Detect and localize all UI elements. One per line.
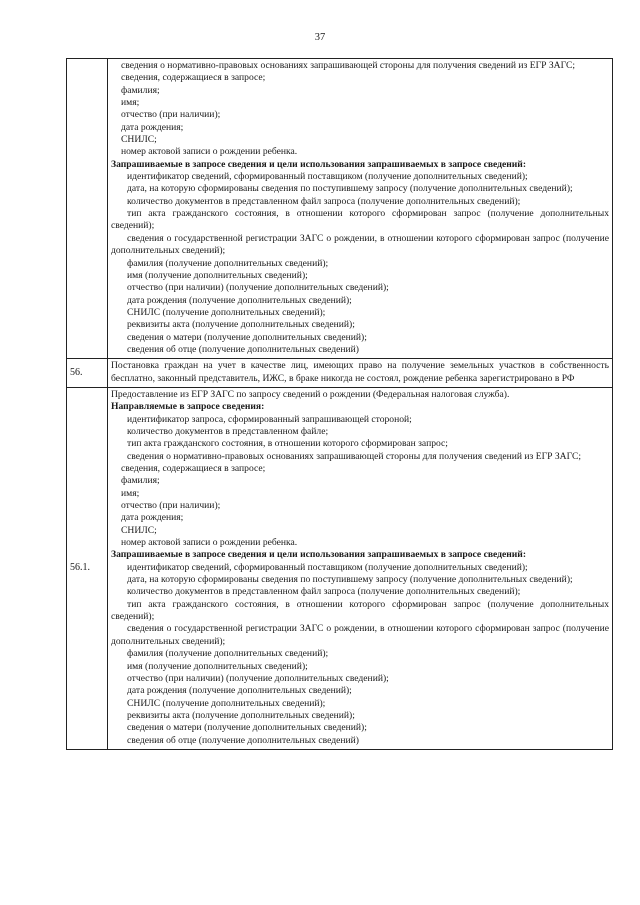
list-item: идентификатор сведений, сформированный поставщиком (получение дополнительных сведений);	[127, 561, 528, 573]
list-item: сведения о матери (получение дополнительных сведений);	[127, 722, 367, 734]
list-item: тип акта гражданского состояния, в отношении которого сформирован запрос (получение дополнительных сведений);	[111, 208, 609, 232]
list-item: Предоставление из ЕГР ЗАГС по запросу сведений о рождении (Федеральная налоговая служба).	[111, 388, 510, 400]
section-heading: Запрашиваемые в запросе сведения и цели использования запрашиваемых в запросе сведений:	[111, 158, 527, 170]
list-item: имя;	[121, 97, 140, 109]
table-row	[67, 387, 613, 749]
section-heading: Направляемые в запросе сведения:	[111, 401, 265, 413]
list-item: сведения о матери (получение дополнительных сведений);	[127, 331, 367, 343]
row-content	[108, 59, 613, 359]
list-item: отчество (при наличии) (получение дополнительных сведений);	[127, 282, 389, 294]
list-item: сведения, содержащиеся в запросе;	[121, 463, 266, 474]
list-item: отчество (при наличии);	[121, 500, 221, 512]
list-item: сведения об отце (получение дополнительных сведений)	[127, 734, 359, 746]
list-item: сведения о государственной регистрации ЗАГС о рождении, в отношении которого сформирован запрос (получение дополнительных сведений);	[111, 623, 609, 647]
row-number	[67, 59, 108, 359]
list-item: СНИЛС;	[121, 134, 157, 146]
row-content	[108, 359, 613, 388]
list-item: количество документов в представленном файл запроса (получение дополнительных сведений);	[127, 586, 521, 598]
list-item: сведения о нормативно-правовых основаниях запрашивающей стороны для получения сведений из ЕГР ЗАГС;	[127, 450, 582, 462]
table-row	[67, 59, 613, 359]
list-item: СНИЛС (получение дополнительных сведений);	[127, 697, 326, 709]
list-item: реквизиты акта (получение дополнительных сведений);	[127, 709, 355, 721]
list-item: дата рождения (получение дополнительных сведений);	[127, 294, 352, 306]
list-item: идентификатор запроса, сформированный запрашивающей стороной;	[127, 413, 412, 425]
list-item: идентификатор сведений, сформированный поставщиком (получение дополнительных сведений);	[127, 171, 528, 183]
list-item: фамилия (получение дополнительных сведений);	[127, 257, 329, 269]
row-number: 56.1.	[67, 387, 108, 749]
list-item: фамилия;	[121, 475, 160, 487]
list-item: СНИЛС;	[121, 524, 157, 536]
list-item: Постановка граждан на учет в качестве лиц, имеющих право на получение земельных участков в собственность бесплатно, законный представитель, ИЖС, в браке никогда не состоял, рождение ребенка зарегистрировано в РФ	[111, 360, 609, 384]
section-heading: Запрашиваемые в запросе сведения и цели использования запрашиваемых в запросе сведений:	[111, 549, 527, 561]
list-item: тип акта гражданского состояния, в отношении которого сформирован запрос;	[127, 438, 448, 450]
requirements-table	[66, 58, 613, 750]
table-row	[67, 359, 613, 388]
list-item: сведения о нормативно-правовых основаниях запрашивающей стороны для получения сведений из ЕГР ЗАГС;	[121, 60, 576, 71]
row-number: 56.	[67, 359, 108, 388]
page-number: 37	[314, 32, 326, 43]
list-item: имя (получение дополнительных сведений);	[127, 269, 308, 281]
list-item: дата рождения (получение дополнительных сведений);	[127, 685, 352, 697]
list-item: имя;	[121, 487, 140, 499]
row-content	[108, 387, 613, 749]
list-item: сведения о государственной регистрации ЗАГС о рождении, в отношении которого сформирован запрос (получение дополнительных сведений);	[111, 232, 609, 257]
list-item: дата рождения;	[121, 512, 184, 524]
list-item: тип акта гражданского состояния, в отношении которого сформирован запрос (получение дополнительных сведений);	[111, 598, 609, 623]
list-item: реквизиты акта (получение дополнительных сведений);	[127, 319, 355, 331]
list-item: количество документов в представленном файл запроса (получение дополнительных сведений);	[127, 195, 521, 207]
list-item: фамилия;	[121, 84, 160, 96]
list-item: номер актовой записи о рождении ребенка.	[121, 146, 298, 158]
list-item: номер актовой записи о рождении ребенка.	[121, 537, 298, 549]
list-item: количество документов в представленном файле;	[127, 425, 329, 437]
list-item: дата, на которую сформированы сведения по поступившему запросу (получение дополнительных сведений);	[127, 574, 573, 586]
list-item: дата рождения;	[121, 121, 184, 133]
list-item: СНИЛС (получение дополнительных сведений);	[127, 306, 326, 318]
list-item: сведения об отце (получение дополнительных сведений)	[127, 343, 359, 355]
list-item: сведения, содержащиеся в запросе;	[121, 72, 266, 84]
list-item: имя (получение дополнительных сведений);	[127, 660, 308, 672]
list-item: отчество (при наличии);	[121, 109, 221, 121]
list-item: отчество (при наличии) (получение дополнительных сведений);	[127, 672, 389, 684]
list-item: фамилия (получение дополнительных сведений);	[127, 648, 329, 660]
list-item: дата, на которую сформированы сведения по поступившему запросу (получение дополнительных сведений);	[127, 183, 573, 195]
